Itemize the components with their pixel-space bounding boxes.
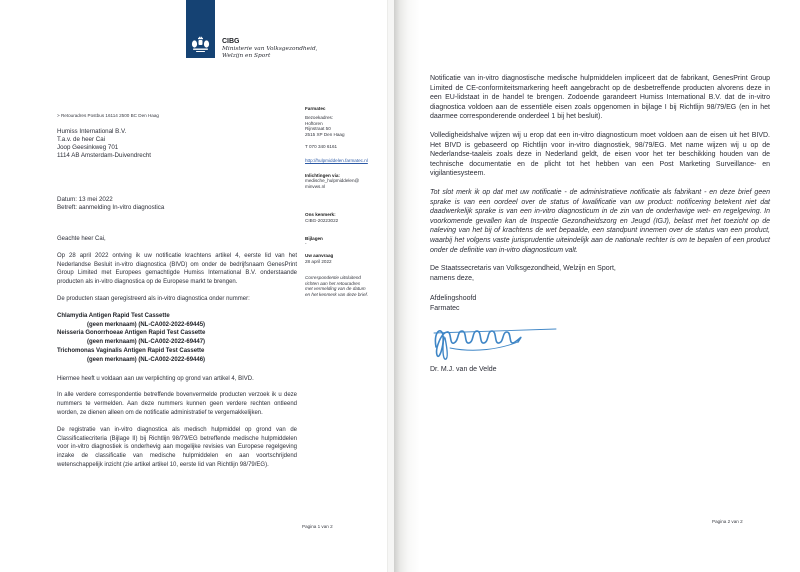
- recipient-street: Joop Geesinkweg 701: [57, 144, 119, 151]
- body-paragraph: De producten staan geregistreerd als in-vitro diagnostica onder nummer:: [57, 295, 250, 302]
- logo-ministry-line1: Ministerie van Volksgezondheid,: [222, 46, 318, 52]
- farmatec-link[interactable]: http://hulpmiddelen.farmatec.nl: [305, 157, 368, 163]
- request-date-value: 28 april 2022: [305, 258, 332, 264]
- recipient-address-block: [57, 128, 151, 160]
- letter-margin-info: [305, 106, 369, 298]
- product-registration-number: (geen merknaam) (NL-CA002-2022-69445): [87, 321, 206, 328]
- correspondence-note: Correspondentie uitsluitend richten aan het retouradres met vermelding van de datum en het kenmerk van deze brief.: [305, 274, 369, 298]
- contact-label: Inlichtingen via:: [305, 172, 340, 178]
- visit-address-line: 2515 XP Den Haag: [305, 132, 345, 138]
- attachments-value: -: [305, 241, 307, 247]
- signer-role: Afdelingshoofd: [430, 295, 477, 303]
- product-registration-number: (geen merknaam) (NL-CA002-2022-69447): [87, 339, 206, 346]
- contact-email-line: medische_hulpmiddelen@: [305, 178, 360, 184]
- reference-number: CIBG-20223022: [305, 217, 339, 223]
- body-paragraph: Hiermee heeft u voldaan aan uw verplichting op grond van artikel 4, BIVD.: [57, 375, 254, 382]
- recipient-city: 1114 AB Amsterdam-Duivendrecht: [57, 152, 152, 159]
- logo-text: [222, 38, 318, 59]
- body-paragraph: De registratie van in-vitro diagnostica als medisch hulpmiddel op grond van de Classificatiecriteria (Bijlage II) bij Richtlijn 98/79/EG betreffende medische hulpmiddelen voor in-vitro diagnostiek is onderhevig aan mogelijke revisies van Europese regelgeving inzake de classificatie van medische hulpmiddelen en aan voortschrijdend wetenschappelijk inzicht (zie artikel artikel 10, eerste lid van Richtlijn 98/79/EG).: [57, 426, 297, 468]
- body-paragraph: In alle verdere correspondentie betreffende bovenvermelde producten verzoek ik u deze nummers te vermelden. Aan deze nummers kunnen geen verdere rechten ontleend worden, ze dienen alleen om de notificatie administratief te vergemakkelijken.: [57, 392, 297, 416]
- attachments-label: Bijlagen: [305, 235, 323, 241]
- recipient-company: Humiss International B.V.: [57, 128, 127, 135]
- body-paragraph: Notificatie van in-vitro diagnostische medische hulpmiddelen impliceert dat de fabrikant, GenesPrint Group Limited de CE-conformiteitsmarkering heeft aangebracht op de desbetreffende producten alvorens deze in een EU-lidstaat in de handel te brengen. Zodoende garandeert Humiss International B.V. dat de in-vitro diagnostica voldoen aan de essentiële eisen zoals opgenomen in bijlage I bij Richtlijn 98/79/EG (en in het daarmee corresponderende onderdeel 1 bij het besluit).: [430, 75, 770, 121]
- salutation: Geachte heer Cai,: [57, 236, 106, 242]
- logo-ministry-line2: Welzijn en Sport: [222, 52, 271, 59]
- letter-body-page1: [57, 235, 297, 478]
- rijksoverheid-logo-banner: [186, 0, 215, 58]
- letter-date: Datum: 13 mei 2022: [57, 196, 113, 203]
- recipient-attn: T.a.v. de heer Cai: [57, 136, 106, 143]
- product-name: Trichomonas Vaginalis Antigen Rapid Test Cassette: [57, 347, 205, 354]
- closing-line: De Staatssecretaris van Volksgezondheid, Welzijn en Sport,: [430, 265, 616, 273]
- return-address: > Retouradres Postbus 16114 2500 BC Den Haag: [57, 113, 159, 118]
- phone-number: T 070 340 6161: [305, 143, 338, 149]
- logo-org-name: CIBG: [222, 38, 240, 45]
- signature-scribble: [430, 315, 562, 363]
- body-paragraph: Volledigheidshalve wijzen wij u erop dat een in-vitro diagnosticum moet voldoen aan de eisen uit het BIVD. Het BIVD is gebaseerd op Richtlijn voor in-vitro diagnostiek, 98/79/EG. Met name wijzen wij u op de Nederlandse-taaleis zoals deze in Nederland geldt, de eisen voor het ter beschikking houden van de technische documentatie en de plicht tot het hebben van een Post Marketing Surveillance- en vigilantiesysteem.: [430, 131, 770, 178]
- contact-email-line: minvws.nl: [305, 184, 326, 190]
- request-date-label: Uw aanvraag: [305, 253, 334, 259]
- reference-label: Ons kenmerk:: [305, 211, 336, 217]
- visit-address-line: Rijnstraat 50: [305, 126, 331, 132]
- letter-subject: Betreft: aanmelding In-vitro diagnostica: [57, 204, 165, 212]
- coat-of-arms-icon: [190, 36, 211, 54]
- product-name: Chlamydia Antigen Rapid Test Cassette: [57, 312, 170, 319]
- letter-page-2: [394, 0, 800, 572]
- product-name: Neisseria Gonorrhoeae Antigen Rapid Test Cassette: [57, 330, 206, 337]
- body-paragraph: Op 28 april 2022 ontving ik uw notificatie krachtens artikel 4, eerste lid van het Nederlandse Besluit in-vitro diagnostica (BIVD) om onder de bedrijfsnaam GenesPrint Group Limited met Europees gemachtigde Humiss International B.V. onderstaande producten als in-vitro diagnostica op de Europese markt te brengen.: [57, 252, 297, 286]
- date-subject-block: [57, 196, 164, 213]
- product-registration-number: (geen merknaam) (NL-CA002-2022-69446): [87, 356, 206, 363]
- closing-line: namens deze,: [430, 274, 474, 282]
- letter-body-page2: [430, 74, 770, 375]
- signer-name: Dr. M.J. van de Velde: [430, 366, 497, 374]
- page-number: Pagina 1 van 2: [302, 524, 333, 529]
- signer-department: Farmatec: [430, 304, 460, 312]
- margin-org-name: Farmatec: [305, 106, 326, 111]
- body-paragraph-italic: Tot slot merk ik op dat met uw notificatie - de administratieve notificatie als fabrikant - en deze brief geen sprake is van een oordeel over de status of kwalificatie van uw product: notificering betekent niet dat daadwerkelijk sprake is van een in-vitro diagnosticum in de zin van de onderhavige wet- en regelgeving. In voorkomende gevallen kan de Inspectie Gezondheidszorg en Jeugd (IGJ), belast met het toezicht op de naleving van het bij of krachtens de wet bepaalde, een standpunt innemen over de status van een product, waarbij het volgens vaste jurisprudentie uiteindelijk aan de nationale rechter is om te bepalen of een product onder de definitie van in-vitro diagnosticum valt.: [430, 188, 770, 254]
- letter-page-1: [0, 0, 388, 572]
- page-number: Pagina 2 van 2: [712, 519, 743, 524]
- product-registration-list: [57, 312, 297, 365]
- visit-address-label: Bezoekadres:: [305, 114, 334, 120]
- visit-address-line: Hoftoren: [305, 120, 323, 126]
